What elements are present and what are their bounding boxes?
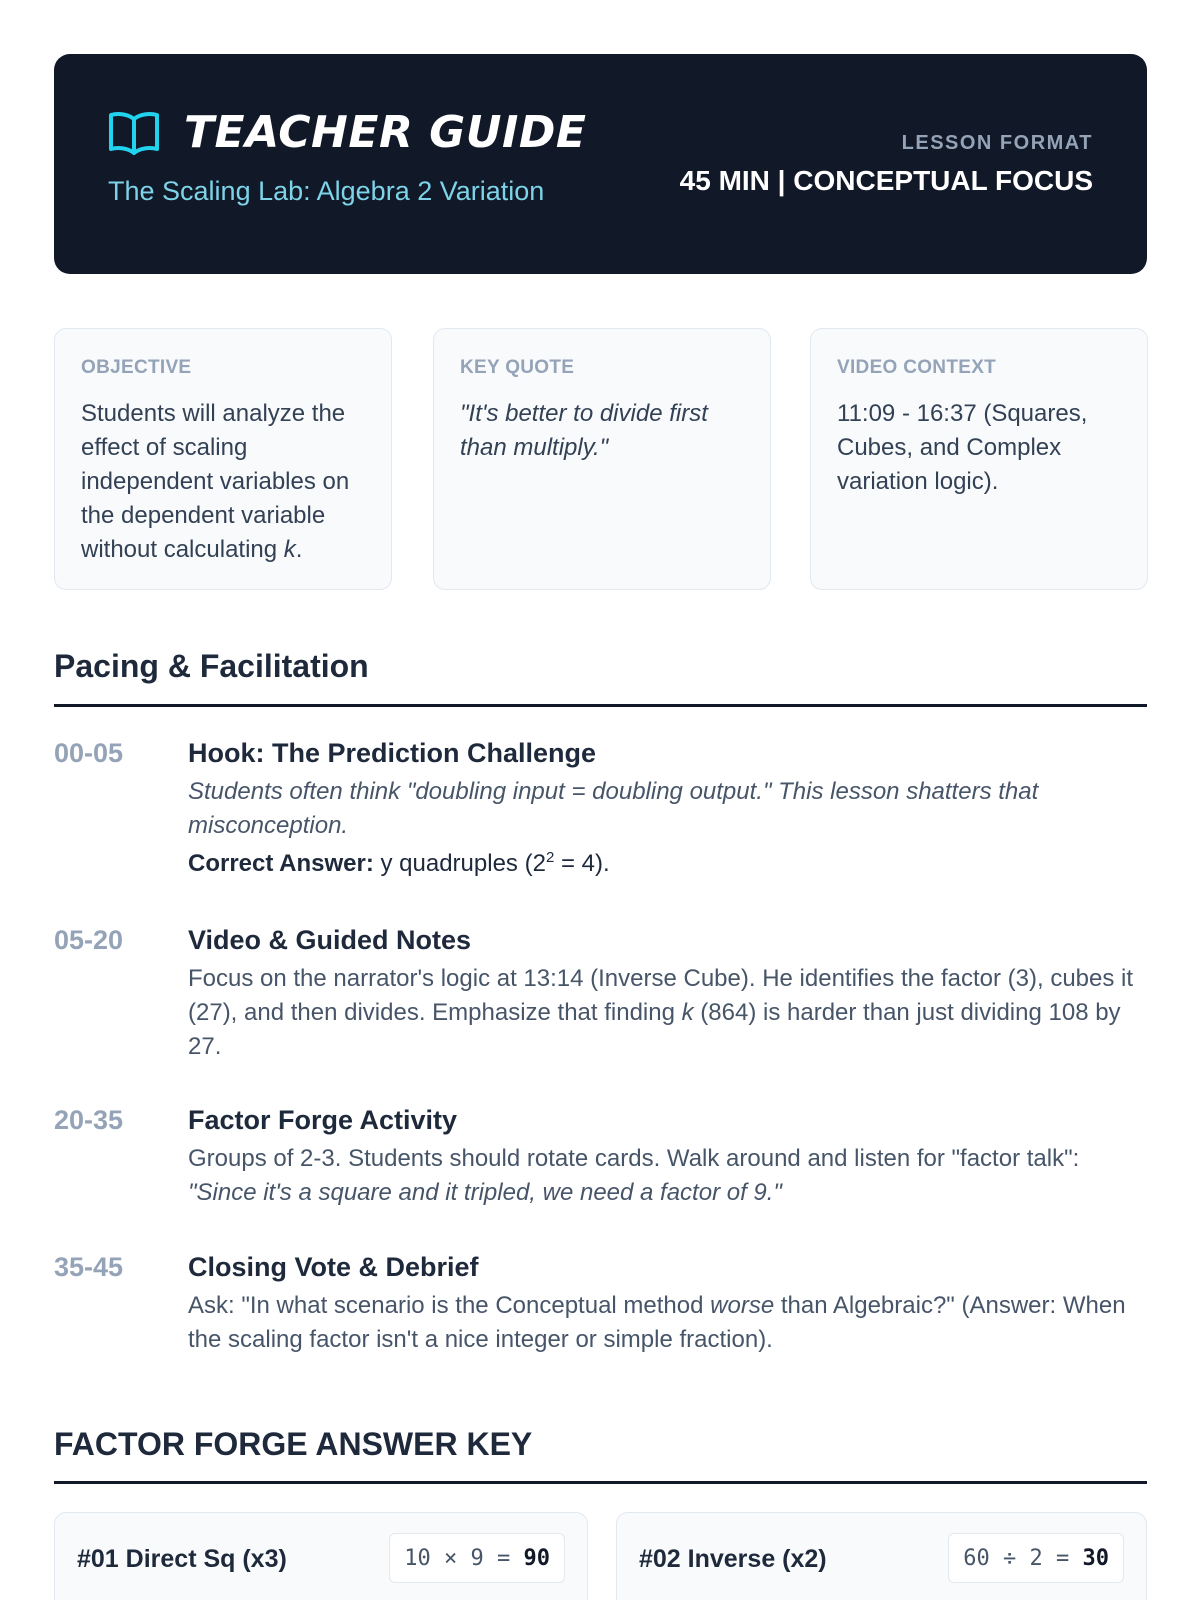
pacing-heading: Video & Guided Notes (188, 925, 472, 955)
correct-answer (188, 849, 1148, 878)
card-label: OBJECTIVE (81, 357, 192, 378)
card-body: 11:09 - 16:37 (Squares, Cubes, and Complex variation logic). (837, 400, 1088, 495)
info-cards (54, 328, 1147, 590)
card-body (81, 397, 365, 567)
lesson-format-value: 45 MIN | CONCEPTUAL FOCUS (679, 165, 1093, 196)
answer-key-equation (389, 1533, 565, 1583)
pacing-heading: Closing Vote & Debrief (188, 1252, 479, 1282)
card-label: VIDEO CONTEXT (837, 357, 997, 378)
equation-result: 90 (523, 1545, 550, 1571)
card-body: "It's better to divide first than multiply." (460, 400, 708, 461)
correct-answer-label: Correct Answer: (188, 850, 374, 877)
pacing-time: 00-05 (54, 738, 124, 768)
equation-result: 30 (1082, 1545, 1109, 1571)
lesson-format-label: LESSON FORMAT (901, 132, 1093, 154)
page-title: TEACHER GUIDE (184, 107, 587, 158)
pacing-section-title: Pacing & Facilitation (54, 648, 369, 684)
page-subtitle: The Scaling Lab: Algebra 2 Variation (108, 176, 545, 206)
pacing-heading: Hook: The Prediction Challenge (188, 738, 597, 768)
answer-key-card (54, 1512, 588, 1600)
card-label: KEY QUOTE (460, 357, 575, 378)
video-context-card (810, 328, 1148, 590)
answer-key-card (616, 1512, 1147, 1600)
lesson-format-block (680, 132, 1093, 197)
card-body-end: . (295, 536, 303, 563)
pacing-text-end: (864) is harder than just dividing 108 by 27. (188, 999, 1121, 1060)
pacing-time: 05-20 (54, 925, 124, 955)
equation-expression: 10 × 9 = (404, 1545, 524, 1571)
pacing-text (188, 962, 1148, 1064)
header-title-block (108, 107, 587, 207)
correct-answer-end: = 4). (554, 850, 610, 877)
card-body-text: Students will analyze the effect of scaling independent variables on the dependent variable without calculating (81, 400, 350, 563)
answer-key-equation (948, 1533, 1124, 1583)
correct-answer-text: y quadruples (2 (373, 850, 546, 877)
factor-talk-quote: "Since it's a square and it tripled, we need a factor of 9." (188, 1179, 782, 1206)
pacing-text-end: than Algebraic?" (Answer: When the scaling factor isn't a nice integer or simple fraction). (188, 1292, 1126, 1353)
answer-key-label: #02 Inverse (x2) (639, 1545, 827, 1573)
pacing-text-start: Focus on the narrator's logic at 13:14 (Inverse Cube). He identifies the factor (3), cubes it (27), and then divides. Emphasize that finding (188, 965, 1134, 1026)
pacing-text (188, 1142, 1148, 1210)
header-banner (54, 54, 1147, 274)
pacing-text-start: Ask: "In what scenario is the Conceptual method (188, 1292, 711, 1319)
emphasis-word: worse (710, 1292, 775, 1319)
pacing-heading: Factor Forge Activity (188, 1105, 458, 1135)
pacing-time: 20-35 (54, 1105, 124, 1135)
equation-expression: 60 ÷ 2 = (963, 1545, 1083, 1571)
pacing-text: Students often think "doubling input = doubling output." This lesson shatters that misconception. (188, 778, 1039, 839)
section-divider (54, 704, 1147, 707)
pacing-text-start: Groups of 2-3. Students should rotate cards. Walk around and listen for "factor talk": (188, 1145, 1080, 1172)
variable-k: k (283, 536, 296, 563)
answer-key-label: #01 Direct Sq (x3) (77, 1545, 287, 1573)
variable-k: k (681, 999, 694, 1026)
exponent: 2 (545, 849, 555, 866)
key-quote-card (433, 328, 771, 590)
answer-key-title: FACTOR FORGE ANSWER KEY (54, 1426, 533, 1462)
book-open-icon (108, 110, 160, 156)
pacing-time: 35-45 (54, 1252, 124, 1282)
objective-card (54, 328, 392, 590)
section-divider (54, 1481, 1147, 1484)
pacing-text (188, 1289, 1148, 1357)
